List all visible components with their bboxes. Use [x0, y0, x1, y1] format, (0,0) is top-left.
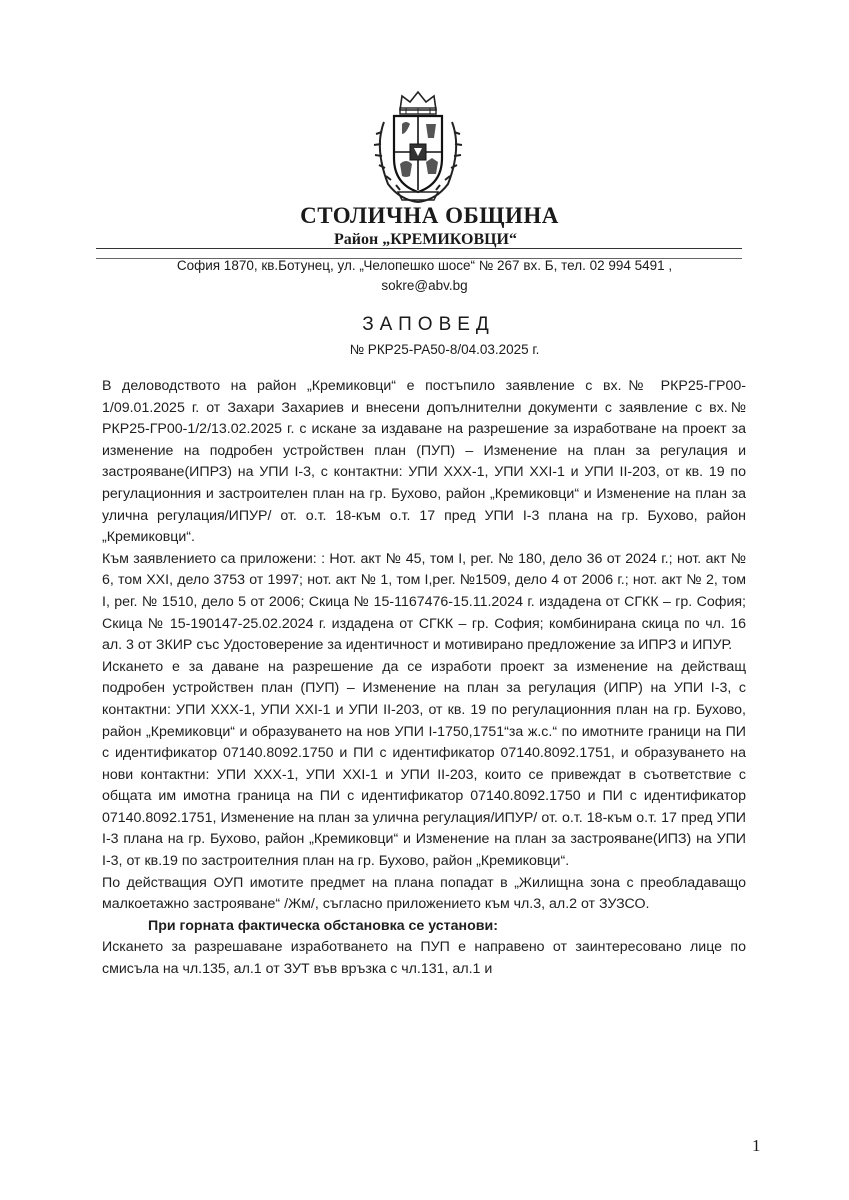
document-body: [102, 376, 746, 981]
district-name: Район „КРЕМИКОВЦИ“: [333, 231, 517, 248]
organization-name: СТОЛИЧНА ОБЩИНА: [300, 203, 559, 228]
body-paragraph: В деловодството на район „Кремиковци“ е постъпило заявление с вх.№ РКР25-ГР00-1/09.01.2025 г. от Захари Захариев и внесени допълнителни документи с заявление с вх.№ РКР25-ГР00-1/2/13.02.2025 г. с искане за издаване на разрешение за изработване на проект за изменение на подробен устройствен план (ПУП) – Изменение на план за регулация и застрояване(ИПРЗ) на УПИ I-3, с контактни: УПИ XXX-1, УПИ XXI-1 и УПИ II-203, от кв. 19 по регулационния и застроителен план на гр. Бухово, район „Кремиковци“ и Изменение на план за улична регулация/ИПУР/ от. о.т. 18-към о.т. 17 пред УПИ I-3 плана на гр. Бухово, район „Кремиковци“.: [102, 378, 746, 546]
email-link[interactable]: sokre@abv.bg: [381, 278, 468, 293]
sofia-coat-of-arms-icon: [370, 88, 466, 206]
address-line: София 1870, кв.Ботунец, ул. „Челопешко шосе“ № 267 вх. Б, тел. 02 994 5491 ,: [176, 258, 673, 273]
body-paragraph: Към заявлението са приложени: : Нот. акт № 45, том I, рег. № 180, дело 36 от 2024 г.; нот. акт № 6, том XXI, дело 3753 от 1997; нот. акт № 1, том I,рег. №1509, дело 4 от 2006 г.; нот. акт № 2, том I, рег. № 1510, дело 5 от 2006; Скица № 15-1167476-15.11.2024 г. издадена от СГКК – гр. София; Скица № 15-190147-25.02.2024 г. издадена от СГКК – гр. София; комбинирана скица по чл. 16 ал. 3 от ЗКИР със Удостоверение за идентичност и мотивирано предложение за ИПРЗ и ИПУР.: [102, 550, 746, 654]
address-block: [0, 256, 849, 296]
page-number: 1: [752, 1136, 761, 1155]
document-title: ЗАПОВЕД: [362, 314, 495, 335]
body-paragraph: Искането за разрешаване изработването на ПУП е направено от заинтересовано лице по смисъла на чл.135, ал.1 от ЗУТ във връзка с чл.131, ал.1 и: [102, 939, 746, 978]
header-divider: [96, 248, 742, 249]
body-paragraph: Искането е за даване на разрешение да се изработи проект за изменение на действащ подробен устройствен план (ПУП) – Изменение на план за регулация (ИПР) на УПИ I-3, с контактни: УПИ XXX-1, УПИ XXI-1 и УПИ II-203, от кв. 19 по регулационния план на гр. Бухово, район „Кремиковци“ и образуването на нов УПИ I-1750,1751“за ж.с.“ по имотните граници на ПИ с идентификатор 07140.8092.1750 и ПИ с идентификатор 07140.8092.1751, и образуването на нови контактни: УПИ XXX-1, УПИ XXI-1 и УПИ II-203, които се привеждат в съответствие с общата им имотна граница на ПИ с идентификатор 07140.8092.1750 и ПИ с идентификатор 07140.8092.1751, Изменение на план за улична регулация/ИПУР/ от. о.т. 18-към о.т. 17 пред УПИ I-3 плана на гр. Бухово, район „Кремиковци“ и Изменение на план за застрояване(ИПЗ) на УПИ I-3, от кв.19 по застроителния план на гр. Бухово, район „Кремиковци“.: [102, 658, 746, 870]
section-heading: При горната фактическа обстановка се установи:: [148, 917, 498, 934]
body-paragraph: По действащия ОУП имотите предмет на плана попадат в „Жилищна зона с преобладаващо малкоетажно застрояване“ /Жм/, съгласно приложението към чл.3, ал.2 от ЗУЗСО.: [102, 874, 746, 913]
document-number: № РКР25-РА50-8/04.03.2025 г.: [349, 342, 540, 357]
